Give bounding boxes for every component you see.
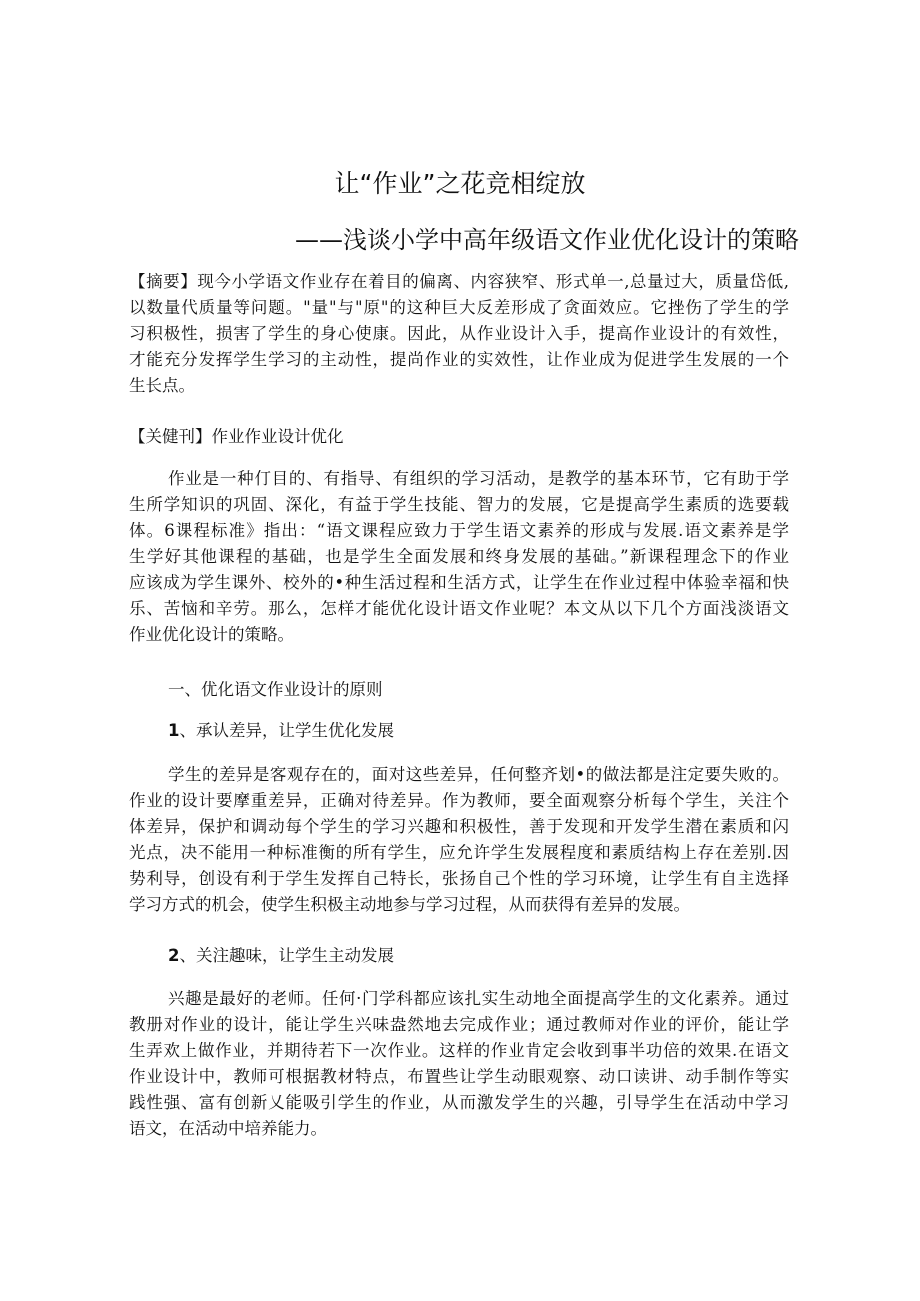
subsection-2-paragraph bbox=[129, 986, 789, 1142]
paragraph-line: 兴趣是最好的老师。任何·门学科都应该扎实生动地全面提高学生的文化素养。通过 bbox=[168, 989, 789, 1008]
subsection-title: 、关注趣味，让学生主动发展 bbox=[179, 946, 394, 965]
subsection-heading-1 bbox=[168, 718, 394, 744]
paragraph-line: 作业的设计要摩重差异，正确对待差异。作为教师，要全面观察分析每个学生，关注个 bbox=[129, 791, 789, 810]
keywords-line bbox=[129, 424, 789, 450]
paragraph-line: 语文，在活动中培养能力。 bbox=[129, 1119, 327, 1138]
abstract-line: 习积极性，损害了学生的身心使康。因此，从作业设计入手，提高作业设计的有效性， bbox=[129, 324, 789, 343]
subsection-number: 1 bbox=[168, 721, 180, 740]
intro-line: 应该成为学生课外、校外的•种生活过程和生活方式，让学生在作业过程中体验幸福和快 bbox=[129, 573, 789, 592]
intro-line: 生学好其他课程的基础，也是学生全面发展和终身发展的基础。”新课程理念下的作业 bbox=[129, 547, 789, 566]
intro-line: 作业是一种仃目的、有指导、有组织的学习活动，是教学的基本环节，它有助于学 bbox=[168, 469, 789, 488]
subsection-title: 、承认差异，让学生优化发展 bbox=[179, 721, 394, 740]
abstract-paragraph bbox=[129, 269, 789, 399]
abstract-line: 以数量代质量等问题。"量"与"原"的这种巨大反差形成了贪面效应。它挫伤了学生的学 bbox=[129, 298, 789, 317]
keywords-text: 【关健刊】作业作业设计优化 bbox=[129, 427, 344, 446]
intro-line: 作业优化设计的策略。 bbox=[129, 625, 294, 644]
intro-line: 生所学知识的巩固、深化，有益于学生技能、智力的发展，它是提高学生素质的选要载 bbox=[129, 495, 789, 514]
paragraph-line: 光点，决不能用一种标准衡的所有学生，应允许学生发展程度和素质结构上存在差别.因 bbox=[129, 843, 789, 862]
paragraph-line: 学习方式的机会，使学生积极主动地参与学习过程，从而获得有差异的发展。 bbox=[129, 895, 690, 914]
abstract-line: 才能充分发挥学生学习的主动性，提尚作业的实效性，让作业成为促进学生发展的一个 bbox=[129, 350, 789, 369]
paragraph-line: 作业设计中，教师可根据教材特点，布置些让学生动眼观察、动口读讲、动手制作等实 bbox=[129, 1067, 789, 1086]
paragraph-line: 学生的差异是客观存在的，面对这些差异，任何整齐划•的做法都是注定要失败的。 bbox=[168, 765, 789, 784]
document-subtitle: ——浅谈小学中高年级语文作业优化设计的策略 bbox=[295, 226, 799, 254]
paragraph-line: 势利导，创设有利于学生发挥自己特长，张扬自己个性的学习环境，让学生有自主选择 bbox=[129, 869, 789, 888]
intro-paragraph bbox=[129, 466, 789, 648]
document-title: 让“作业”之花竞相绽放 bbox=[334, 169, 586, 198]
abstract-line: 生长点。 bbox=[129, 376, 195, 395]
paragraph-line: 践性强、富有创新乂能吸引学生的作业，从而激发学生的兴趣，引导学生在活动中学习 bbox=[129, 1093, 789, 1112]
intro-line: 乐、苦恼和辛劳。那么，怎样才能优化设计语文作业呢？本文从以下几个方面浅淡语文 bbox=[129, 599, 789, 618]
subsection-number: 2 bbox=[168, 946, 180, 965]
section-heading: 一、优化语文作业设计的原则 bbox=[168, 680, 383, 699]
paragraph-line: 体差异，保护和调动每个学生的学习兴趣和积极性，善于发现和开发学生潜在素质和闪 bbox=[129, 817, 789, 836]
subsection-1-paragraph bbox=[129, 762, 789, 918]
subsection-heading-2 bbox=[168, 943, 394, 969]
paragraph-line: 教册对作业的设计，能让学生兴味盎然地去完成作业；通过教师对作业的评价，能让学 bbox=[129, 1015, 789, 1034]
intro-line: 体。6课程标准》指出：“语文课程应致力于学生语文素养的形成与发展.语文素养是学 bbox=[129, 521, 789, 540]
abstract-line: 【摘要】现今小学语文作业存在着目的偏离、内容狭窄、形式单一,总量过大，质量岱低, bbox=[129, 272, 789, 291]
paragraph-line: 生弄欢上做作业，并期待若下一次作业。这样的作业肯定会收到事半功倍的效果.在语文 bbox=[129, 1041, 789, 1060]
